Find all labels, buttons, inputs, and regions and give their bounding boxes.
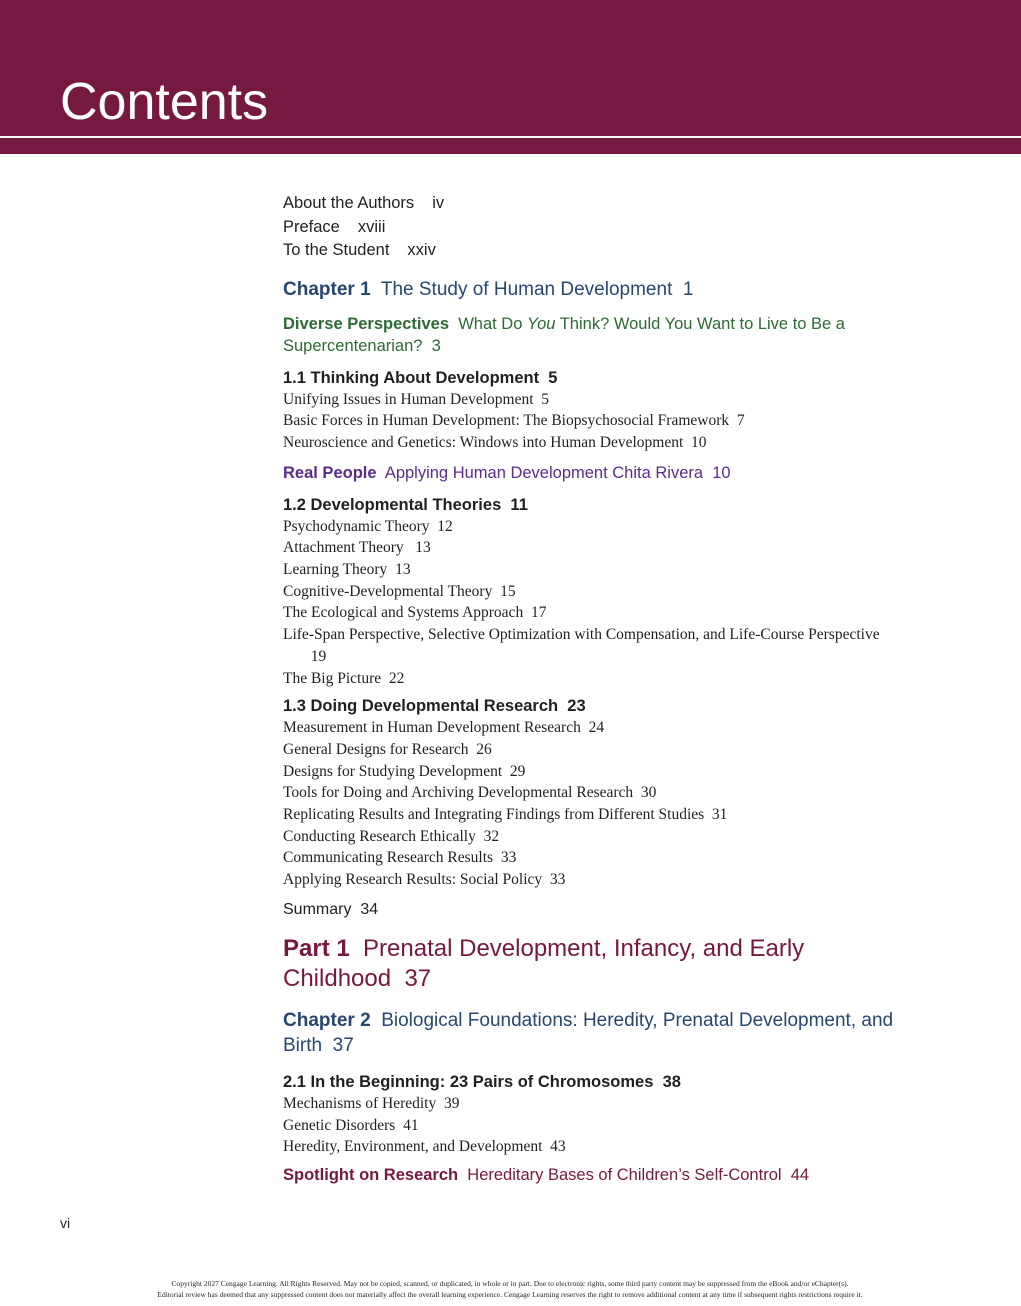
toc-entry[interactable]: Mechanisms of Heredity 39 <box>283 1094 460 1112</box>
toc-entry[interactable]: Cognitive-Developmental Theory 15 <box>283 582 516 600</box>
toc-entry[interactable]: Conducting Research Ethically 32 <box>283 827 500 845</box>
toc-entry[interactable]: Learning Theory 13 <box>283 561 411 579</box>
page-title: Contents <box>60 73 269 131</box>
toc-entry[interactable]: Psychodynamic Theory 12 <box>283 517 453 535</box>
toc-entry[interactable]: Measurement in Human Development Research 24 <box>283 719 605 737</box>
toc-front-student[interactable]: To the Student xxiv <box>283 241 436 259</box>
toc-entry[interactable]: Replicating Results and Integrating Findings from Different Studies 31 <box>283 806 728 824</box>
toc-section-2-1[interactable]: 2.1 In the Beginning: 23 Pairs of Chromosomes 38 <box>283 1072 681 1091</box>
header-rule <box>0 136 1021 138</box>
toc-entry[interactable]: Attachment Theory 13 <box>283 539 431 557</box>
copyright-line-1: Copyright 2027 Cengage Learning. All Rights Reserved. May not be copied, scanned, or duplicated, in whole or in part. Due to electronic rights, some third party content may be suppressed from the eBook and/or eChapter(s). <box>171 1279 849 1288</box>
toc-front-preface[interactable]: Preface xviii <box>283 217 386 236</box>
toc-section-1-2[interactable]: 1.2 Developmental Theories 11 <box>283 495 528 514</box>
toc-entry[interactable]: Applying Research Results: Social Policy 33 <box>283 871 566 889</box>
toc-entry[interactable]: Genetic Disorders 41 <box>283 1116 419 1134</box>
toc-chapter-1[interactable]: Chapter 1 The Study of Human Development 1 <box>283 278 694 300</box>
toc-entry[interactable]: The Ecological and Systems Approach 17 <box>283 604 547 622</box>
toc-chapter-2[interactable]: Chapter 2 Biological Foundations: Heredity, Prenatal Development, and Birth 37 <box>283 1009 894 1056</box>
toc-front-about[interactable]: About the Authors iv <box>283 194 445 212</box>
toc-entry[interactable]: Basic Forces in Human Development: The Biopsychosocial Framework 7 <box>283 412 745 430</box>
toc-entry[interactable]: The Big Picture 22 <box>283 669 405 687</box>
toc-feature-spotlight-on-research[interactable]: Spotlight on Research Hereditary Bases of Children’s Self-Control 44 <box>283 1165 810 1184</box>
toc-feature-diverse-perspectives[interactable]: Diverse Perspectives What Do You Think? Would You Want to Live to Be a Supercentenarian? 3 <box>283 314 845 355</box>
toc-feature-real-people[interactable]: Real People Applying Human Development Chita Rivera 10 <box>283 463 731 482</box>
toc-entry[interactable]: Communicating Research Results 33 <box>283 849 517 867</box>
table-of-contents <box>283 192 908 1186</box>
toc-entry[interactable]: Life-Span Perspective, Selective Optimization with Compensation, and Life-Course Perspective 19 <box>283 626 880 665</box>
header-banner <box>0 0 1021 154</box>
toc-section-1-3[interactable]: 1.3 Doing Developmental Research 23 <box>283 697 586 716</box>
copyright-line-2: Editorial review has deemed that any suppressed content does not materially affect the overall learning experience. Cengage Learning reserves the right to remove additional content at any time if subsequent rights restrictions require it. <box>157 1290 863 1299</box>
toc-entry[interactable]: Tools for Doing and Archiving Developmental Research 30 <box>283 784 657 802</box>
toc-entry[interactable]: Designs for Studying Development 29 <box>283 762 526 780</box>
page-number: vi <box>60 1215 71 1231</box>
toc-entry[interactable]: General Designs for Research 26 <box>283 740 492 758</box>
toc-entry[interactable]: Heredity, Environment, and Development 43 <box>283 1138 566 1156</box>
toc-summary[interactable]: Summary 34 <box>283 900 379 918</box>
toc-part-1[interactable]: Part 1 Prenatal Development, Infancy, and Early Childhood 37 <box>283 934 805 992</box>
toc-section-1-1[interactable]: 1.1 Thinking About Development 5 <box>283 368 558 387</box>
copyright-notice <box>60 1278 960 1300</box>
toc-entry[interactable]: Neuroscience and Genetics: Windows into Human Development 10 <box>283 433 707 451</box>
toc-entry[interactable]: Unifying Issues in Human Development 5 <box>283 390 550 408</box>
